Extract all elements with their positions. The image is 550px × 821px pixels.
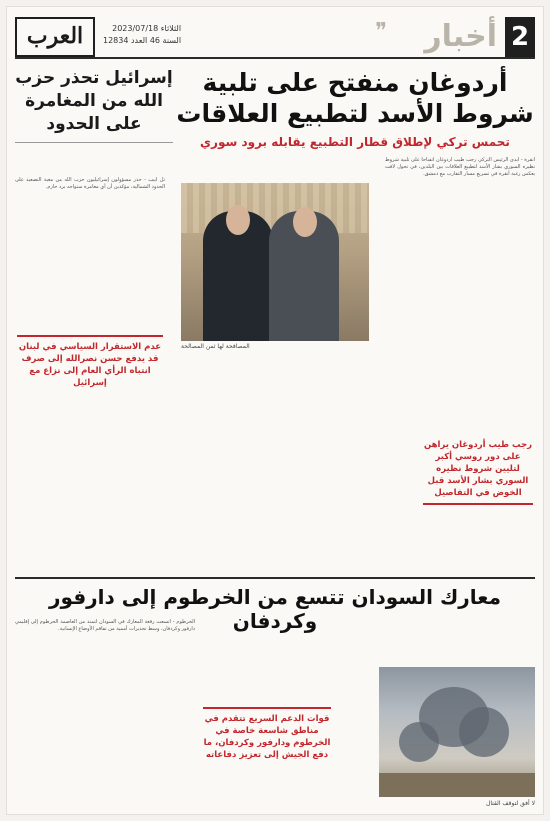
- quote-mark-icon: ❞: [375, 19, 387, 44]
- main-pull-quote-text: رجب طيب أردوغان يراهن على دور روسي أكبر لتليين شروط نظيره السوري بشار الأسد قبل الخوض في التفاصيل: [423, 440, 532, 498]
- divider: [15, 142, 173, 143]
- issue-date: الثلاثاء 2023/07/18: [112, 24, 182, 33]
- section-divider: [15, 577, 535, 579]
- bottom-photo: [379, 667, 535, 797]
- side-pull-quote-text: عدم الاستقرار السياسي في لبنان قد يدفع حسن نصرالله إلى صرف انتباه الرأي العام إلى نزاع مع إسرائيل: [18, 342, 162, 388]
- side-body-column: [15, 177, 165, 327]
- bottom-pull-quote-text: قوات الدعم السريع تتقدم في مناطق شاسعة خاصة في الخرطوم ودارفور وكردفان، ما دفع الجيش إلى تعزيز دفاعاته: [203, 714, 331, 760]
- bottom-pull-quote: [203, 707, 331, 761]
- masthead-logo: العرب: [15, 17, 95, 57]
- main-body-column: [385, 157, 535, 437]
- section-number: 2: [505, 17, 535, 57]
- main-subheadline: تحمس تركي لإطلاق قطار التطبيع يقابله برود سوري: [200, 135, 510, 149]
- side-headline: إسرائيل تحذر حزب الله من المغامرة على الحدود: [15, 68, 173, 134]
- main-photo: [181, 183, 369, 341]
- newspaper-page: [6, 6, 544, 815]
- main-photo-caption: المصافحة لها ثمن المصالحة: [181, 343, 250, 350]
- main-headline: أردوغان منفتح على تلبية شروط الأسد لتطبيع العلاقات: [176, 68, 534, 128]
- main-pull-quote: [423, 439, 533, 505]
- bottom-photo-caption: لا أفق لتوقف القتال: [485, 800, 535, 807]
- section-title: أخبار: [424, 19, 497, 54]
- pull-quote-rule: [423, 503, 533, 505]
- side-intro: تل أبيب - حذر مسؤولون إسرائيليون حزب الله من مغبة التصعيد على الحدود الشمالية، مؤكدين أن أي مغامرة ستواجه برد حازم.: [15, 177, 165, 190]
- pull-quote-rule: [17, 335, 163, 337]
- issue-number: السنة 46 العدد 12834: [103, 36, 182, 45]
- bottom-intro: الخرطوم - اتسعت رقعة المعارك في السودان لتمتد من العاصمة الخرطوم إلى إقليمي دارفور وكردفان، وسط تحذيرات أممية من تفاقم الأوضاع الإنسانية.: [15, 619, 195, 632]
- side-pull-quote: [17, 335, 163, 389]
- bottom-body-column: [15, 619, 195, 809]
- main-intro: أنقرة - أبدى الرئيس التركي رجب طيب أردوغان انفتاحا على تلبية شروط نظيره السوري بشار الأسد لتطبيع العلاقات بين البلدين، في تحول لافت يعكس رغبة أنقرة في تسريع مسار التقارب مع دمشق.: [385, 157, 535, 177]
- side-story: [15, 67, 173, 149]
- page-header: [15, 15, 535, 59]
- pull-quote-rule: [203, 707, 331, 709]
- dateline: [103, 23, 181, 47]
- bottom-headline: معارك السودان تتسع من الخرطوم إلى دارفور وكردفان: [49, 585, 501, 633]
